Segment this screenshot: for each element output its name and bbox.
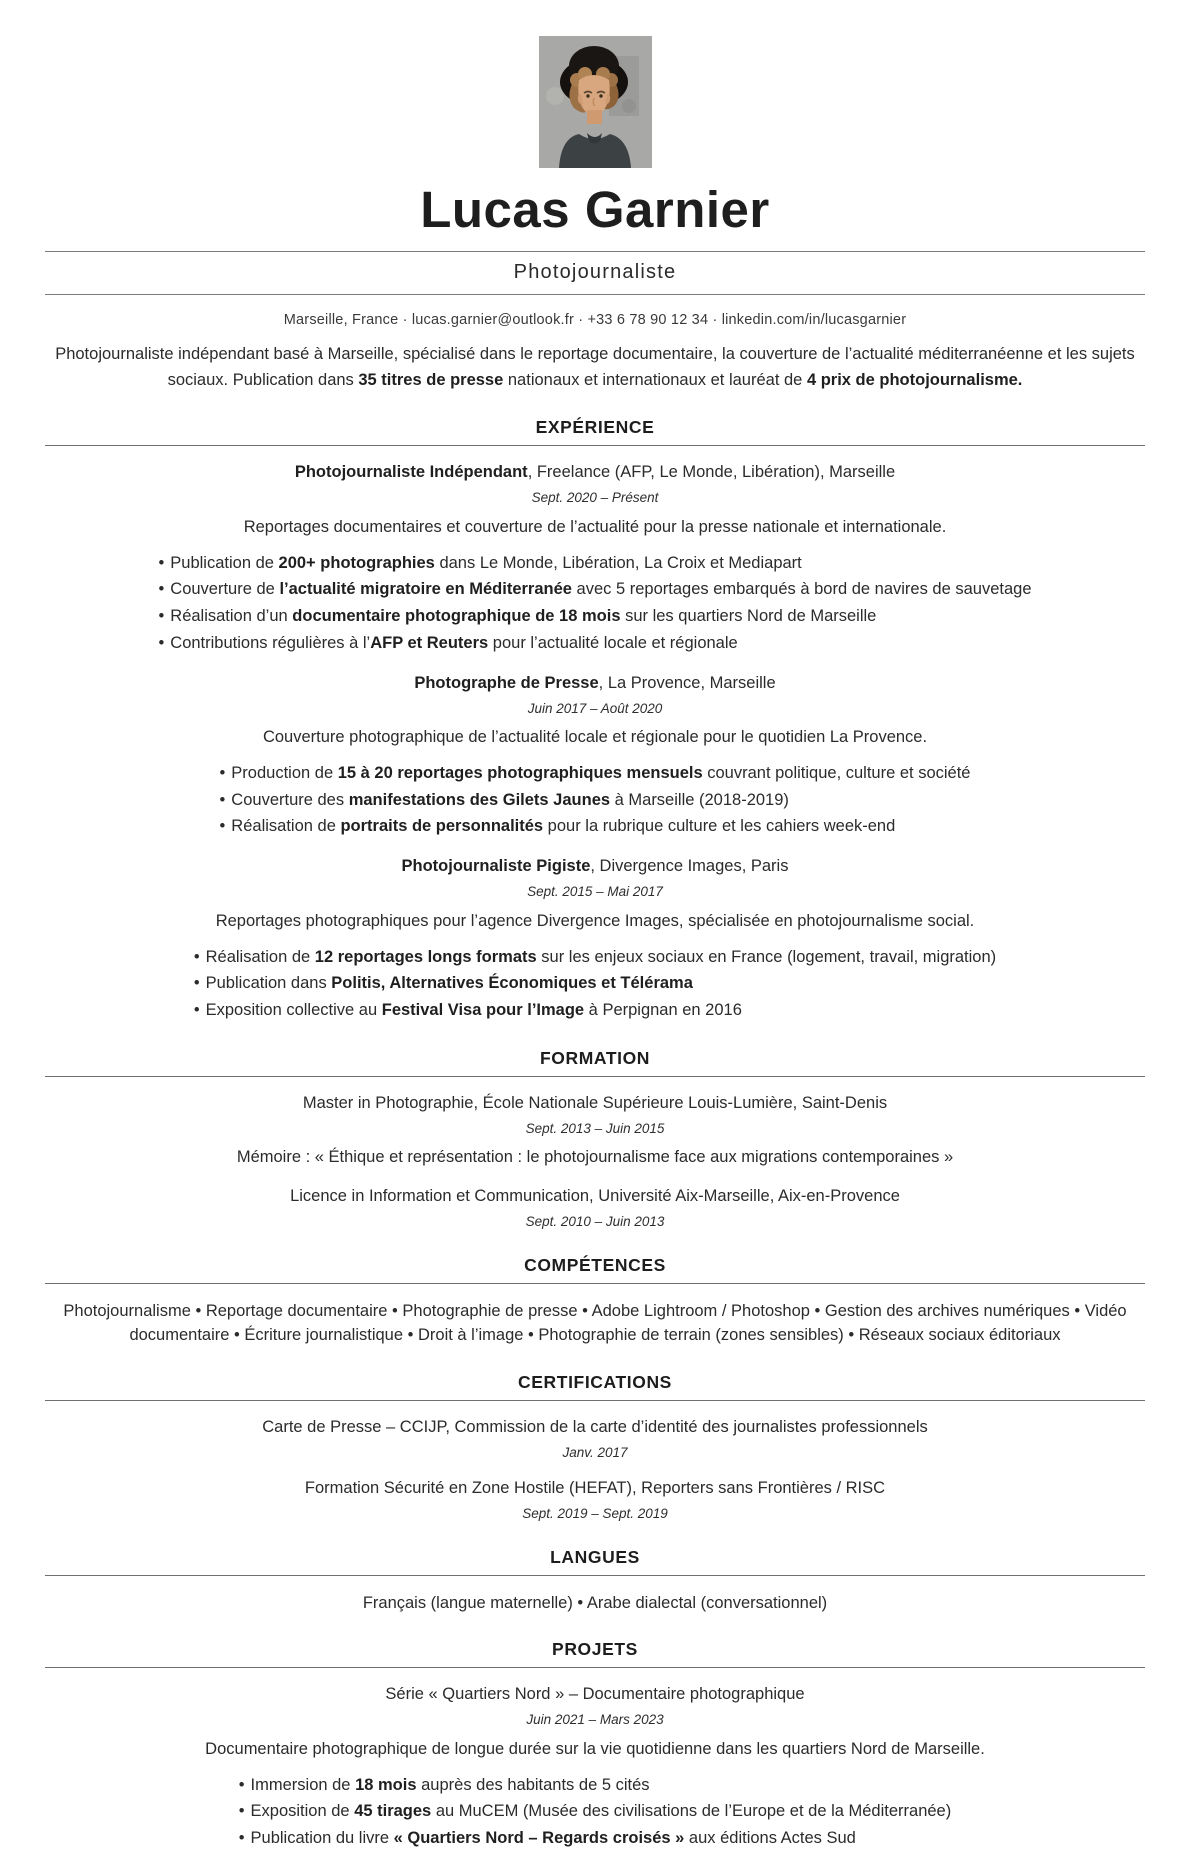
bullet-dot: • bbox=[158, 633, 165, 652]
profile-photo bbox=[45, 36, 1145, 173]
bullet-dot: • bbox=[219, 790, 226, 809]
section-heading: FORMATION bbox=[45, 1048, 1145, 1077]
bullet-dot: • bbox=[158, 607, 165, 626]
bullet-dot: • bbox=[193, 947, 200, 966]
entry bbox=[45, 1185, 1145, 1231]
entry-date: Sept. 2019 – Sept. 2019 bbox=[522, 1505, 668, 1521]
entry-title: Carte de Presse – CCIJP, Commission de la carte d’identité des journalistes professionnels bbox=[262, 1418, 928, 1437]
entry-description: Couverture photographique de l’actualité locale et régionale pour le quotidien La Provence. bbox=[262, 728, 928, 747]
entry bbox=[45, 672, 1145, 841]
entry-date: Sept. 2020 – Présent bbox=[531, 490, 659, 506]
bullet-dot: • bbox=[219, 817, 226, 836]
entry-description: Français (langue maternelle) • Arabe dialectal (conversationnel) bbox=[362, 1593, 828, 1612]
resume-section bbox=[45, 1048, 1145, 1231]
summary-paragraph: Photojournaliste indépendant basé à Marseille, spécialisé dans le reportage documentaire, la couverture de l’actualité méditerranéenne et les sujets sociaux. Publication dans 35 titres de presse nationaux et internationaux et lauréat de 4 prix de photojournalisme. bbox=[55, 344, 1135, 389]
bullet-item: • Production de 15 à 20 reportages photographiques mensuels couvrant politique, culture et société bbox=[219, 763, 971, 782]
bullet-list bbox=[220, 760, 971, 840]
resume-sections bbox=[45, 417, 1145, 1851]
entry-date: Janv. 2017 bbox=[562, 1445, 628, 1461]
bullet-item: • Réalisation de portraits de personnalités pour la rubrique culture et les cahiers week-end bbox=[219, 817, 896, 836]
bullet-dot: • bbox=[238, 1802, 245, 1821]
entry-date: Juin 2021 – Mars 2023 bbox=[526, 1712, 664, 1728]
bullet-item: • Publication dans Politis, Alternatives Économiques et Télérama bbox=[193, 974, 693, 993]
bullet-dot: • bbox=[238, 1775, 245, 1794]
entry-description: Photojournalisme • Reportage documentaire • Photographie de presse • Adobe Lightroom / Photoshop • Gestion des archives numériques • Vidéo documentaire • Écriture journalistique • Droit à l’image • Photographie de terrain (zones sensibles) • Réseaux sociaux éditoriaux bbox=[63, 1301, 1127, 1345]
section-heading: EXPÉRIENCE bbox=[45, 417, 1145, 446]
entry-title: Photojournaliste Pigiste, Divergence Images, Paris bbox=[401, 857, 789, 876]
bullet-item: • Exposition de 45 tirages au MuCEM (Musée des civilisations de l’Europe et de la Méditerranée) bbox=[238, 1802, 952, 1821]
bullet-item: • Contributions régulières à l’AFP et Reuters pour l’actualité locale et régionale bbox=[158, 633, 738, 652]
bullet-item: • Réalisation d’un documentaire photographique de 18 mois sur les quartiers Nord de Marseille bbox=[158, 607, 877, 626]
bullet-list bbox=[159, 550, 1032, 657]
entry-description: Reportages documentaires et couverture de l’actualité pour la presse nationale et internationale. bbox=[243, 517, 947, 536]
section-heading: PROJETS bbox=[45, 1639, 1145, 1668]
divider bbox=[45, 294, 1145, 295]
entry-date: Sept. 2010 – Juin 2013 bbox=[525, 1214, 665, 1230]
bullet-dot: • bbox=[219, 763, 226, 782]
bullet-list bbox=[239, 1772, 951, 1852]
bullet-dot: • bbox=[193, 974, 200, 993]
entry-description: Mémoire : « Éthique et représentation : le photojournalisme face aux migrations contemporaines » bbox=[236, 1148, 954, 1167]
bullet-item: • Couverture des manifestations des Gilets Jaunes à Marseille (2018-2019) bbox=[219, 790, 789, 809]
contact-line: Marseille, France · lucas.garnier@outlook.fr · +33 6 78 90 12 34 · linkedin.com/in/lucasgarnier bbox=[283, 311, 907, 328]
entry-title: Série « Quartiers Nord » – Documentaire photographique bbox=[385, 1685, 805, 1704]
resume-section bbox=[45, 1639, 1145, 1852]
bullet-dot: • bbox=[238, 1829, 245, 1848]
bullet-dot: • bbox=[158, 580, 165, 599]
person-role: Photojournaliste bbox=[513, 260, 677, 283]
entry bbox=[45, 1683, 1145, 1852]
bullet-item: • Réalisation de 12 reportages longs formats sur les enjeux sociaux en France (logement, travail, migration) bbox=[193, 947, 997, 966]
entry-date: Sept. 2013 – Juin 2015 bbox=[525, 1120, 665, 1136]
entry-title: Photographe de Presse, La Provence, Marseille bbox=[414, 673, 776, 692]
bullet-dot: • bbox=[158, 553, 165, 572]
resume-section bbox=[45, 1372, 1145, 1522]
entry-description: Reportages photographiques pour l’agence Divergence Images, spécialisée en photojournalisme social. bbox=[215, 911, 975, 930]
bullet-item: • Immersion de 18 mois auprès des habitants de 5 cités bbox=[238, 1775, 650, 1794]
bullet-item: • Publication du livre « Quartiers Nord – Regards croisés » aux éditions Actes Sud bbox=[238, 1829, 856, 1848]
resume-section bbox=[45, 417, 1145, 1023]
bullet-item: • Publication de 200+ photographies dans Le Monde, Libération, La Croix et Mediapart bbox=[158, 553, 802, 572]
entry bbox=[45, 1416, 1145, 1462]
entry bbox=[45, 1591, 1145, 1616]
resume-section bbox=[45, 1255, 1145, 1349]
entry bbox=[45, 1477, 1145, 1523]
entry bbox=[45, 1092, 1145, 1170]
person-name: Lucas Garnier bbox=[420, 181, 770, 238]
section-heading: LANGUES bbox=[45, 1547, 1145, 1576]
section-heading: CERTIFICATIONS bbox=[45, 1372, 1145, 1401]
bullet-list bbox=[194, 944, 996, 1024]
entry-title: Photojournaliste Indépendant, Freelance (AFP, Le Monde, Libération), Marseille bbox=[294, 463, 896, 482]
entry-date: Sept. 2015 – Mai 2017 bbox=[527, 884, 663, 900]
entry bbox=[45, 855, 1145, 1024]
entry bbox=[45, 1299, 1145, 1349]
entry-title: Formation Sécurité en Zone Hostile (HEFAT), Reporters sans Frontières / RISC bbox=[304, 1478, 886, 1497]
bullet-item: • Exposition collective au Festival Visa pour l’Image à Perpignan en 2016 bbox=[193, 1000, 742, 1019]
bullet-item: • Couverture de l’actualité migratoire en Méditerranée avec 5 reportages embarqués à bord de navires de sauvetage bbox=[158, 580, 1032, 599]
resume-section bbox=[45, 1547, 1145, 1616]
profile-photo-image bbox=[539, 36, 652, 168]
entry bbox=[45, 461, 1145, 656]
section-heading: COMPÉTENCES bbox=[45, 1255, 1145, 1284]
entry-date: Juin 2017 – Août 2020 bbox=[527, 700, 663, 716]
entry-description: Documentaire photographique de longue durée sur la vie quotidienne dans les quartiers Nord de Marseille. bbox=[205, 1739, 985, 1758]
entry-title: Master in Photographie, École Nationale Supérieure Louis-Lumière, Saint-Denis bbox=[302, 1093, 888, 1112]
bullet-dot: • bbox=[193, 1000, 200, 1019]
entry-title: Licence in Information et Communication, Université Aix-Marseille, Aix-en-Provence bbox=[290, 1187, 900, 1206]
